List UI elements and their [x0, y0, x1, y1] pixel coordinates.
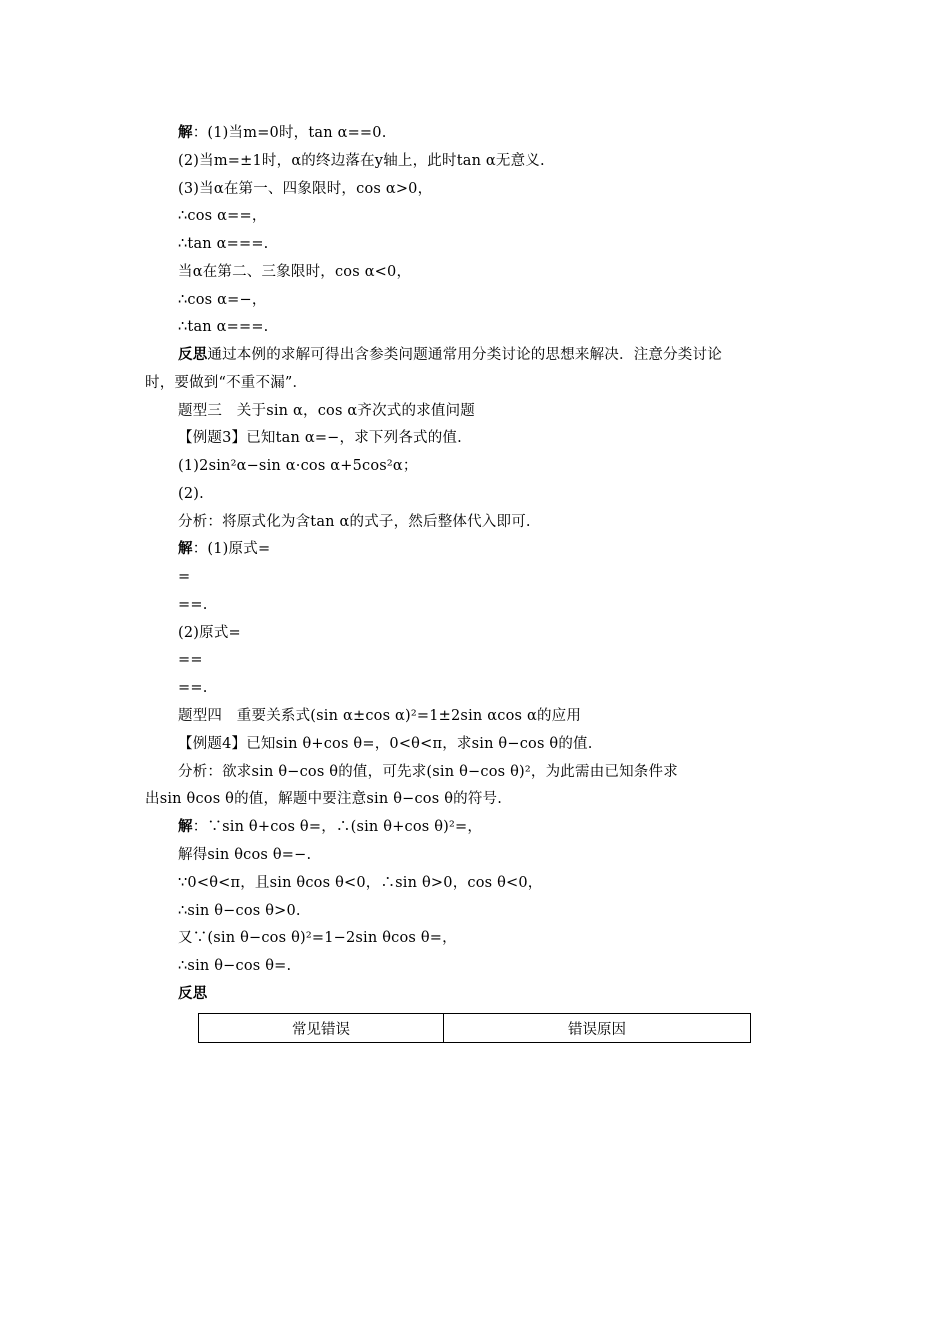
section-heading-3: [178, 401, 475, 421]
solution-1-line-1: [178, 123, 387, 143]
text: 【例题3】已知tan α=−，求下列各式的值.: [178, 430, 462, 446]
solution-1-line-2: [178, 151, 545, 171]
text: ∴cos α==，: [178, 208, 267, 224]
text: ==.: [178, 680, 208, 696]
solution-1-line-8: [178, 317, 269, 337]
text: ∴tan α===.: [178, 236, 269, 252]
reflection-heading: [178, 984, 207, 1004]
text: ：(1)当m=0时，tan α==0.: [192, 125, 387, 141]
reflection-paragraph: [178, 345, 722, 365]
example-3-question: [178, 428, 462, 448]
text: 又∵(sin θ−cos θ)²=1−2sin θcos θ=，: [178, 930, 457, 946]
solution-4-line-6: [178, 956, 291, 976]
text: ：(1)原式=: [192, 541, 271, 557]
solution-3-line-1: [178, 539, 270, 559]
text: (3)当α在第一、四象限时，cos α>0，: [178, 181, 433, 197]
solution-4-line-2: [178, 845, 311, 865]
text: 时，要做到“不重不漏”．: [145, 375, 308, 391]
text: ∵0<θ<π，且sin θcos θ<0，∴sin θ>0，cos θ<0，: [178, 875, 543, 891]
example-4-analysis: [178, 762, 678, 782]
table-header-common-errors: 常见错误: [199, 1014, 444, 1043]
text: 分析：欲求sin θ−cos θ的值，可先求(sin θ−cos θ)²，为此需由已知条件求: [178, 764, 678, 780]
solution-label: 解: [178, 540, 193, 557]
text: ==: [178, 652, 203, 668]
example-3-analysis: [178, 512, 531, 532]
text: 解得sin θcos θ=−.: [178, 847, 312, 863]
solution-4-line-5: [178, 928, 457, 948]
text: ∴sin θ−cos θ=.: [178, 958, 292, 974]
section-heading-4: [178, 706, 581, 726]
solution-4-line-4: [178, 901, 301, 921]
solution-4-line-1: [178, 817, 482, 837]
text: 【例题4】已知sin θ+cos θ=，0<θ<π，求sin θ−cos θ的值.: [178, 736, 593, 752]
solution-1-line-5: [178, 234, 269, 254]
reflection-label: 反思: [178, 985, 208, 1002]
solution-label: 解: [178, 818, 193, 835]
text: ∴cos α=−，: [178, 292, 267, 308]
reflection-label: 反思: [178, 346, 208, 363]
text: 当α在第二、三象限时，cos α<0，: [178, 264, 412, 280]
text: 通过本例的求解可得出含参类问题通常用分类讨论的思想来解决．注意分类讨论: [207, 347, 722, 363]
solution-1-line-7: [178, 290, 267, 310]
solution-3-line-2: [178, 567, 190, 587]
solution-4-line-3: [178, 873, 543, 893]
example-3-part-1: [178, 456, 418, 476]
text: 题型三 关于sin α，cos α齐次式的求值问题: [178, 403, 476, 419]
example-4-analysis-cont: [145, 789, 502, 809]
text: 出sin θcos θ的值，解题中要注意sin θ−cos θ的符号.: [145, 791, 503, 807]
example-4-question: [178, 734, 593, 754]
text: ：∵sin θ+cos θ=，∴(sin θ+cos θ)²=，: [192, 819, 483, 835]
text: =: [178, 569, 191, 585]
text: (1)2sin²α−sin α·cos α+5cos²α；: [178, 458, 418, 474]
table-header-row: [199, 1014, 751, 1043]
table-header-error-causes: 错误原因: [444, 1014, 751, 1043]
solution-1-line-6: [178, 262, 411, 282]
text: ∴sin θ−cos θ>0.: [178, 903, 301, 919]
text: ==.: [178, 597, 208, 613]
solution-3-line-3: [178, 595, 208, 615]
solution-3-line-5: [178, 650, 203, 670]
text: 分析：将原式化为含tan α的式子，然后整体代入即可.: [178, 514, 531, 530]
example-3-part-2: [178, 484, 204, 504]
text: 题型四 重要关系式(sin α±cos α)²=1±2sin αcos α的应用: [178, 708, 582, 724]
text: (2)原式=: [178, 625, 241, 641]
text: (2)当m=±1时，α的终边落在y轴上，此时tan α无意义.: [178, 153, 545, 169]
solution-1-line-3: [178, 179, 432, 199]
error-table: [198, 1013, 751, 1043]
solution-label: 解: [178, 124, 193, 141]
solution-1-line-4: [178, 206, 267, 226]
solution-3-line-4: [178, 623, 241, 643]
text: (2).: [178, 486, 204, 502]
reflection-paragraph-cont: [145, 373, 307, 393]
solution-3-line-6: [178, 678, 208, 698]
text: ∴tan α===.: [178, 319, 269, 335]
